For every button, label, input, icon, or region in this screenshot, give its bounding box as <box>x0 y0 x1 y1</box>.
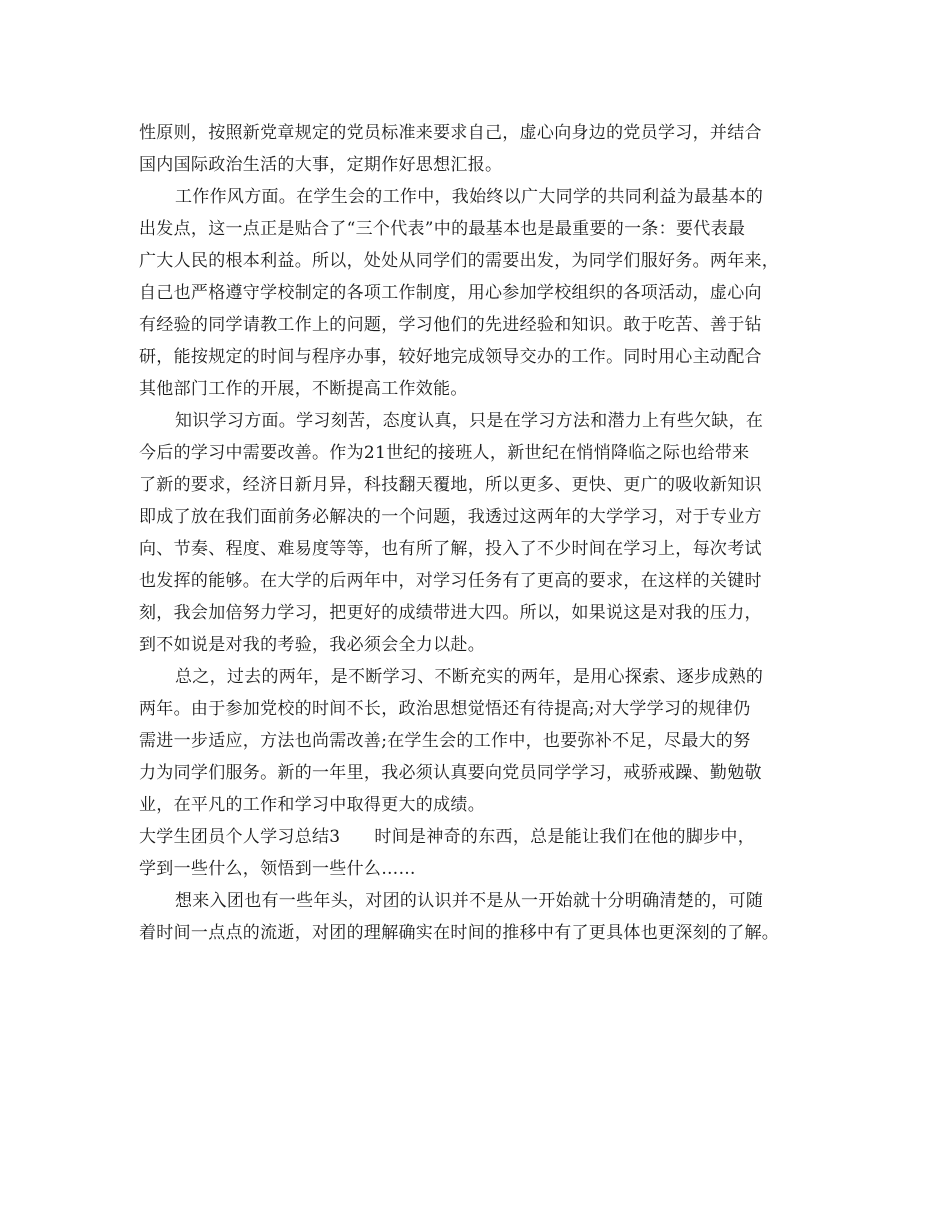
text-line: 刻，我会加倍努力学习，把更好的成绩带进大四。所以，如果说这是对我的压力， <box>139 603 762 623</box>
text-line: 国内国际政治生活的大事，定期作好思想汇报。 <box>139 155 503 175</box>
paragraph-start-line: 想来入团也有一些年头，对团的认识并不是从一开始就十分明确清楚的，可随 <box>175 891 764 911</box>
document-body <box>139 117 829 949</box>
text-line: 今后的学习中需要改善。作为21世纪的接班人，新世纪在悄悄降临之际也给带来 <box>139 443 750 463</box>
text-line: 也发挥的能够。在大学的后两年中，对学习任务有了更高的要求，在这样的关键时 <box>139 571 762 591</box>
text-line: 即成了放在我们面前务必解决的一个问题，我透过这两年的大学学习，对于专业方 <box>139 507 762 527</box>
text-line: 到不如说是对我的考验，我必须会全力以赴。 <box>139 635 485 655</box>
text-line: 向、节奏、程度、难易度等等，也有所了解，投入了不少时间在学习上，每次考试 <box>139 539 762 559</box>
text-line: 有经验的同学请教工作上的问题，学习他们的先进经验和知识。敢于吃苦、善于钻 <box>139 315 762 335</box>
text-line: 广大人民的根本利益。所以，处处从同学们的需要出发，为同学们服好务。两年来， <box>139 251 780 271</box>
text-line: 着时间一点点的流逝，对团的理解确实在时间的推移中有了更具体也更深刻的了解。 <box>139 923 780 943</box>
section-heading-title: 大学生团员个人学习总结3 <box>139 827 341 847</box>
paragraph-start-line: 工作作风方面。在学生会的工作中，我始终以广大同学的共同利益为最基本的 <box>175 187 764 207</box>
text-line: 业，在平凡的工作和学习中取得更大的成绩。 <box>139 795 485 815</box>
text-line: 需进一步适应，方法也尚需改善;在学生会的工作中，也要弥补不足，尽最大的努 <box>139 731 751 751</box>
text-line: 出发点，这一点正是贴合了“三个代表”中的最基本也是最重要的一条：要代表最 <box>139 219 746 239</box>
text-line: 力为同学们服务。新的一年里，我必须认真要向党员同学学习，戒骄戒躁、勤勉敬 <box>139 763 762 783</box>
text-line: 性原则，按照新党章规定的党员标准来要求自己，虚心向身边的党员学习，并结合 <box>139 123 762 143</box>
paragraph-start-line: 知识学习方面。学习刻苦，态度认真，只是在学习方法和潜力上有些欠缺，在 <box>175 411 764 431</box>
text-line: 学到一些什么，领悟到一些什么…… <box>139 859 416 879</box>
text-line: 自己也严格遵守学校制定的各项工作制度，用心参加学校组织的各项活动，虚心向 <box>139 283 762 303</box>
section-heading-line <box>139 821 829 853</box>
section-heading-rest: 时间是神奇的东西，总是能让我们在他的脚步中， <box>374 827 756 847</box>
text-line: 研，能按规定的时间与程序办事，较好地完成领导交办的工作。同时用心主动配合 <box>139 347 762 367</box>
paragraph-start-line: 总之，过去的两年，是不断学习、不断充实的两年，是用心探索、逐步成熟的 <box>175 667 764 687</box>
text-line: 其他部门工作的开展，不断提高工作效能。 <box>139 379 468 399</box>
text-line: 了新的要求，经济日新月异，科技翻天覆地，所以更多、更快、更广的吸收新知识 <box>139 475 762 495</box>
text-line: 两年。由于参加党校的时间不长，政治思想觉悟还有待提高;对大学学习的规律仍 <box>139 699 751 719</box>
